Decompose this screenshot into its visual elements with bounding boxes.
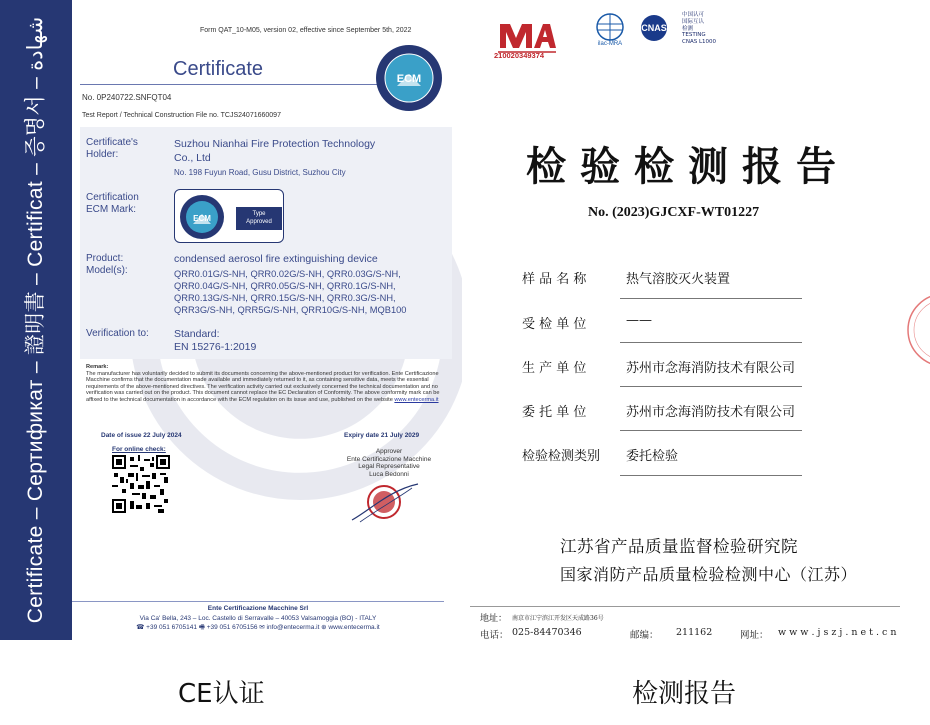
certificate-side-band bbox=[0, 0, 72, 640]
mark-label-2: ECM Mark: bbox=[86, 204, 136, 215]
title-divider bbox=[80, 84, 380, 85]
svg-text:ECM: ECM bbox=[193, 214, 211, 223]
models-line: QRR0.01G/S-NH, QRR0.02G/S-NH, QRR0.03G/S-NH, bbox=[174, 269, 401, 279]
institute-name-2: 国家消防产品质量检验检测中心（江苏） bbox=[560, 565, 858, 584]
certificate-details-panel bbox=[80, 127, 452, 359]
report-number: No. (2023)GJCXF-WT01227 bbox=[588, 205, 760, 220]
holder-label-1: Certificate's bbox=[86, 137, 138, 148]
institute-name-1: 江苏省产品质量监督检验研究院 bbox=[560, 537, 798, 556]
type-approved-tag bbox=[236, 207, 282, 230]
web-label: 网址： bbox=[740, 630, 769, 641]
svg-text:ilac-MRA: ilac-MRA bbox=[597, 41, 623, 46]
models-list bbox=[174, 268, 444, 316]
inspected-unit-value: —— bbox=[626, 313, 652, 328]
ecm-stamp-icon bbox=[350, 480, 420, 524]
test-category-label: 检验检测类别 bbox=[522, 449, 601, 464]
remark-block bbox=[86, 364, 440, 404]
ilac-mra-logo-icon bbox=[590, 12, 630, 46]
approver-block bbox=[334, 448, 444, 478]
post-value: 211162 bbox=[676, 627, 713, 638]
phone-label: 电话： bbox=[480, 630, 509, 641]
web-value[interactable]: w w w . j s z j . n e t . c n bbox=[778, 627, 897, 638]
models-line: QRR3G/S-NH, QRR5G/S-NH, QRR10G/S-NH, MQB100 bbox=[174, 305, 407, 315]
caption-ce-certification: CE认证 bbox=[178, 679, 265, 709]
holder-name-1: Suzhou Nianhai Fire Protection Technology bbox=[174, 138, 376, 150]
caption-test-report: 检测报告 bbox=[632, 679, 737, 709]
client-label: 委 托 单 位 bbox=[522, 405, 587, 420]
cnas-line: CNAS L1000 bbox=[682, 39, 717, 46]
certificate-side-text: Certificate – Сертификат – 證明書 – Certificat – 증명서 – شهادة bbox=[24, 16, 47, 624]
holder-label-2: Holder: bbox=[86, 149, 119, 160]
address-value: 南京市江宁滨江开发区天成路36号 bbox=[512, 615, 604, 622]
holder-address: No. 198 Fuyun Road, Gusu District, Suzhou City bbox=[174, 168, 346, 177]
mark-label-1: Certification bbox=[86, 192, 139, 203]
approved-label: Approved bbox=[246, 219, 272, 225]
cma-number: 210020349374 bbox=[494, 51, 545, 60]
models-line: QRR0.13G/S-NH, QRR0.15G/S-NH, QRR0.3G/S-NH, bbox=[174, 293, 396, 303]
online-check-label: For online check: bbox=[112, 446, 166, 453]
test-report-cover bbox=[470, 0, 930, 645]
cnas-line: 检测 bbox=[682, 25, 694, 32]
remark-title: Remark: bbox=[86, 364, 109, 370]
cnas-line: 中国认可 bbox=[682, 12, 705, 18]
svg-text:CNAS: CNAS bbox=[641, 23, 667, 33]
verification-label: Verification to: bbox=[86, 328, 149, 339]
issue-date: Date of issue 22 July 2024 bbox=[101, 432, 182, 439]
standard-label: Standard: bbox=[174, 328, 220, 340]
footer-divider bbox=[72, 601, 444, 602]
red-seal-icon bbox=[900, 290, 930, 370]
footer-org: Ente Certificazione Macchine Srl bbox=[207, 605, 309, 612]
approver-line: Luca Bedonni bbox=[369, 470, 409, 478]
product-value: condensed aerosol fire extinguishing device bbox=[174, 253, 378, 265]
row-underline bbox=[620, 475, 802, 476]
row-underline bbox=[620, 430, 802, 431]
phone-value: 025-84470346 bbox=[512, 627, 582, 638]
test-report-number: Test Report / Technical Construction File no. TCJS24071660097 bbox=[82, 112, 281, 119]
product-label: Product: bbox=[86, 253, 124, 264]
type-label: Type bbox=[252, 211, 266, 217]
cnas-line: TESTING bbox=[682, 32, 706, 39]
remark-text: The manufacturer has voluntarily decided to submit its documents concerning the above-mentioned product for verification. Ente Certificazione Macchine confirms that the documentation made available and immediately returned to it, as containing sensitive data, meets the essential requirements of the above-mentioned directives. The verification activity carried out exclusively concerned the technical documentation and no verification was carried out on the product. This document cannot replace the EC Declaration of Conformity. The above conformity mark can be affixed to the technical documentation in accordance with the ECM regulation on its issue and use, published on the website bbox=[86, 370, 440, 403]
row-underline bbox=[620, 298, 802, 299]
expiry-date: Expiry date 21 July 2029 bbox=[344, 432, 420, 439]
remark-link[interactable]: www.entecerma.it bbox=[394, 396, 439, 403]
models-line: QRR0.04G/S-NH, QRR0.05G/S-NH, QRR0.1G/S-NH, bbox=[174, 281, 396, 291]
ce-certificate bbox=[0, 0, 462, 640]
models-label: Model(s): bbox=[86, 265, 128, 276]
approver-line: Legal Representative bbox=[358, 463, 420, 470]
sample-name-value: 热气溶胶灭火装置 bbox=[626, 272, 731, 287]
svg-text:ECM: ECM bbox=[396, 73, 422, 85]
inspected-unit-label: 受 检 单 位 bbox=[522, 317, 587, 332]
report-footer-divider bbox=[470, 606, 900, 607]
approver-line: Approver bbox=[375, 448, 403, 455]
ecm-mark-icon bbox=[179, 194, 225, 240]
footer-contacts: ☎ +39 051 6705141 🖷 +39 051 6705156 ✉ info@entecerma.it ⊕ www.entecerma.it bbox=[136, 624, 380, 631]
standard-value: EN 15276-1:2019 bbox=[174, 341, 257, 353]
address-label: 地址： bbox=[480, 614, 508, 624]
post-label: 邮编： bbox=[630, 630, 659, 641]
approver-line: Ente Certificazione Macchine bbox=[346, 455, 432, 463]
certificate-title: Certificate bbox=[173, 58, 264, 80]
form-version-line: Form QAT_10-M05, version 02, effective since September 5th, 2022 bbox=[200, 27, 412, 34]
footer-address: Via Ca' Bella, 243 – Loc. Castello di Serravalle – 40053 Valsamoggia (BO) - ITALY bbox=[139, 615, 377, 622]
certificate-number: No. 0P240722.SNFQT04 bbox=[82, 93, 172, 102]
manufacturer-label: 生 产 单 位 bbox=[522, 361, 587, 376]
test-category-value: 委托检验 bbox=[626, 449, 679, 464]
client-value: 苏州市念海消防技术有限公司 bbox=[626, 405, 796, 420]
row-underline bbox=[620, 386, 802, 387]
cnas-logo-icon bbox=[632, 14, 676, 42]
manufacturer-value: 苏州市念海消防技术有限公司 bbox=[626, 361, 796, 376]
cnas-line: 国际互认 bbox=[682, 18, 705, 25]
qr-code-icon[interactable] bbox=[112, 455, 170, 513]
row-underline bbox=[620, 342, 802, 343]
ecm-badge-icon bbox=[375, 44, 443, 112]
sample-name-label: 样 品 名 称 bbox=[522, 272, 587, 287]
holder-name-2: Co., Ltd bbox=[174, 152, 211, 164]
report-title: 检验检测报告 bbox=[526, 144, 850, 190]
cnas-text bbox=[682, 12, 716, 46]
